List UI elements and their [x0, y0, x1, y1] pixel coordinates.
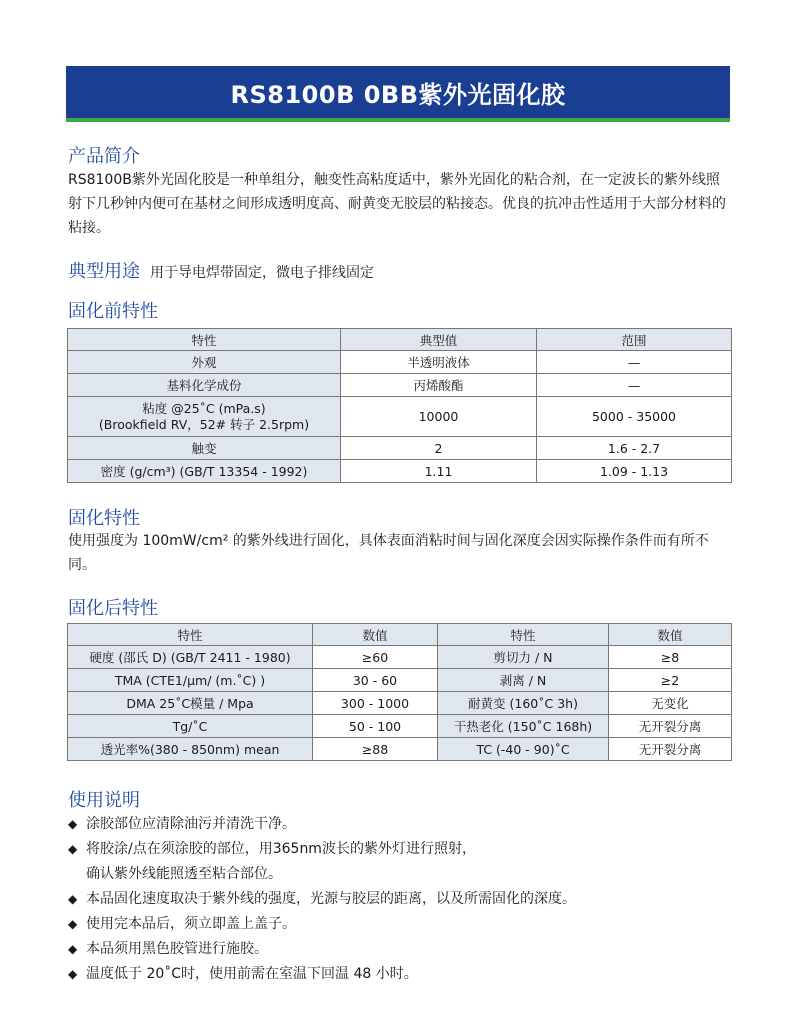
viscosity-label: 粘度 @25˚C (mPa.s)	[142, 400, 266, 416]
diamond-bullet-icon: ◆	[68, 942, 78, 956]
table-row	[68, 397, 732, 437]
diamond-bullet-icon: ◆	[68, 892, 78, 906]
instruction-block	[86, 837, 476, 887]
list-item	[68, 812, 576, 837]
table-row	[68, 460, 732, 483]
header-cell: 典型值	[341, 329, 537, 351]
usage-line	[68, 257, 374, 283]
table-row	[68, 669, 732, 692]
diamond-bullet-icon: ◆	[68, 967, 78, 981]
diamond-bullet-icon: ◆	[68, 917, 78, 931]
value-cell: ≥8	[609, 646, 732, 669]
property-cell: 透光率%(380 - 850nm) mean	[68, 738, 313, 761]
header-cell: 特性	[68, 329, 341, 351]
property-cell: 密度 (g/cm³) (GB/T 13354 - 1992)	[68, 460, 341, 483]
property-cell: 剥离 / N	[438, 669, 609, 692]
diamond-bullet-icon: ◆	[68, 842, 78, 856]
property-cell: DMA 25˚C模量 / Mpa	[68, 692, 313, 715]
cure-text: 使用强度为 100mW/cm² 的紫外线进行固化，具体表面消粘时间与固化深度会因实际操作条件而有所不同。	[68, 533, 709, 573]
post-cure-heading: 固化后特性	[68, 598, 158, 619]
value-cell: 300 - 1000	[313, 692, 438, 715]
page-title: RS8100B 0BB紫外光固化胶	[230, 80, 566, 109]
header-cell: 特性	[68, 624, 313, 646]
range-cell: 1.6 - 2.7	[537, 437, 732, 460]
table-row	[68, 738, 732, 761]
value-cell: 1.11	[341, 460, 537, 483]
diamond-bullet-icon: ◆	[68, 817, 78, 831]
instructions-list	[68, 812, 576, 987]
instruction-text: 涂胶部位应清除油污并清洗干净。	[86, 816, 296, 832]
post-cure-table	[67, 623, 732, 761]
value-cell: 30 - 60	[313, 669, 438, 692]
header-cell: 数值	[313, 624, 438, 646]
viscosity-note: (Brookfield RV，52# 转子 2.5rpm)	[98, 416, 310, 432]
property-cell: Tg/˚C	[68, 715, 313, 738]
range-cell: —	[537, 374, 732, 397]
intro-heading: 产品简介	[68, 146, 140, 167]
table-row	[68, 374, 732, 397]
value-cell: 50 - 100	[313, 715, 438, 738]
range-cell: —	[537, 351, 732, 374]
value-cell: 丙烯酸酯	[341, 374, 537, 397]
property-cell: 外观	[68, 351, 341, 374]
value-cell: ≥60	[313, 646, 438, 669]
property-cell: 干热老化 (150˚C 168h)	[438, 715, 609, 738]
instruction-text: 使用完本品后，须立即盖上盖子。	[86, 916, 296, 932]
header-cell: 范围	[537, 329, 732, 351]
value-cell: ≥2	[609, 669, 732, 692]
table-header-row	[68, 329, 732, 351]
pre-cure-table	[67, 328, 732, 483]
table-header-row	[68, 624, 732, 646]
property-cell	[68, 397, 341, 437]
property-cell: 剪切力 / N	[438, 646, 609, 669]
table-row	[68, 646, 732, 669]
property-cell: 硬度 (邵氏 D) (GB/T 2411 - 1980)	[68, 646, 313, 669]
title-banner	[66, 66, 730, 122]
value-cell: 无开裂分离	[609, 738, 732, 761]
header-cell: 数值	[609, 624, 732, 646]
instruction-text: 将胶涂/点在须涂胶的部位，用365nm波长的紫外灯进行照射，	[86, 841, 476, 857]
cure-heading: 固化特性	[68, 508, 140, 529]
pre-cure-heading: 固化前特性	[68, 301, 158, 322]
value-cell: 无开裂分离	[609, 715, 732, 738]
list-item	[68, 937, 576, 962]
instruction-text: 温度低于 20˚C时，使用前需在室温下回温 48 小时。	[86, 966, 418, 982]
property-cell: 耐黄变 (160˚C 3h)	[438, 692, 609, 715]
list-item	[68, 962, 576, 987]
instructions-heading: 使用说明	[68, 790, 140, 811]
header-cell: 特性	[438, 624, 609, 646]
list-item	[68, 837, 576, 887]
instruction-text: 本品固化速度取决于紫外线的强度，光源与胶层的距离，以及所需固化的深度。	[86, 891, 576, 907]
property-cell: TMA (CTE1/μm/ (m.˚C) )	[68, 669, 313, 692]
table-row	[68, 715, 732, 738]
range-cell: 5000 - 35000	[537, 397, 732, 437]
usage-text: 用于导电焊带固定，微电子排线固定	[150, 265, 374, 281]
value-cell: ≥88	[313, 738, 438, 761]
value-cell: 10000	[341, 397, 537, 437]
range-cell: 1.09 - 1.13	[537, 460, 732, 483]
table-row	[68, 692, 732, 715]
value-cell: 无变化	[609, 692, 732, 715]
list-item	[68, 887, 576, 912]
list-item	[68, 912, 576, 937]
instruction-continuation: 确认紫外线能照透至粘合部位。	[86, 866, 282, 882]
table-row	[68, 351, 732, 374]
value-cell: 半透明液体	[341, 351, 537, 374]
instruction-text: 本品须用黑色胶管进行施胶。	[86, 941, 268, 957]
table-row	[68, 437, 732, 460]
property-cell: TC (-40 - 90)˚C	[438, 738, 609, 761]
intro-text: RS8100B紫外光固化胶是一种单组分，触变性高粘度适中，紫外光固化的粘合剂，在一定波长的紫外线照射下几秒钟内便可在基材之间形成透明度高、耐黄变无胶层的粘接态。优良的抗冲击性适用于大部分材料的粘接。	[68, 172, 726, 236]
property-cell: 触变	[68, 437, 341, 460]
value-cell: 2	[341, 437, 537, 460]
property-cell: 基料化学成份	[68, 374, 341, 397]
usage-heading: 典型用途	[68, 261, 140, 282]
